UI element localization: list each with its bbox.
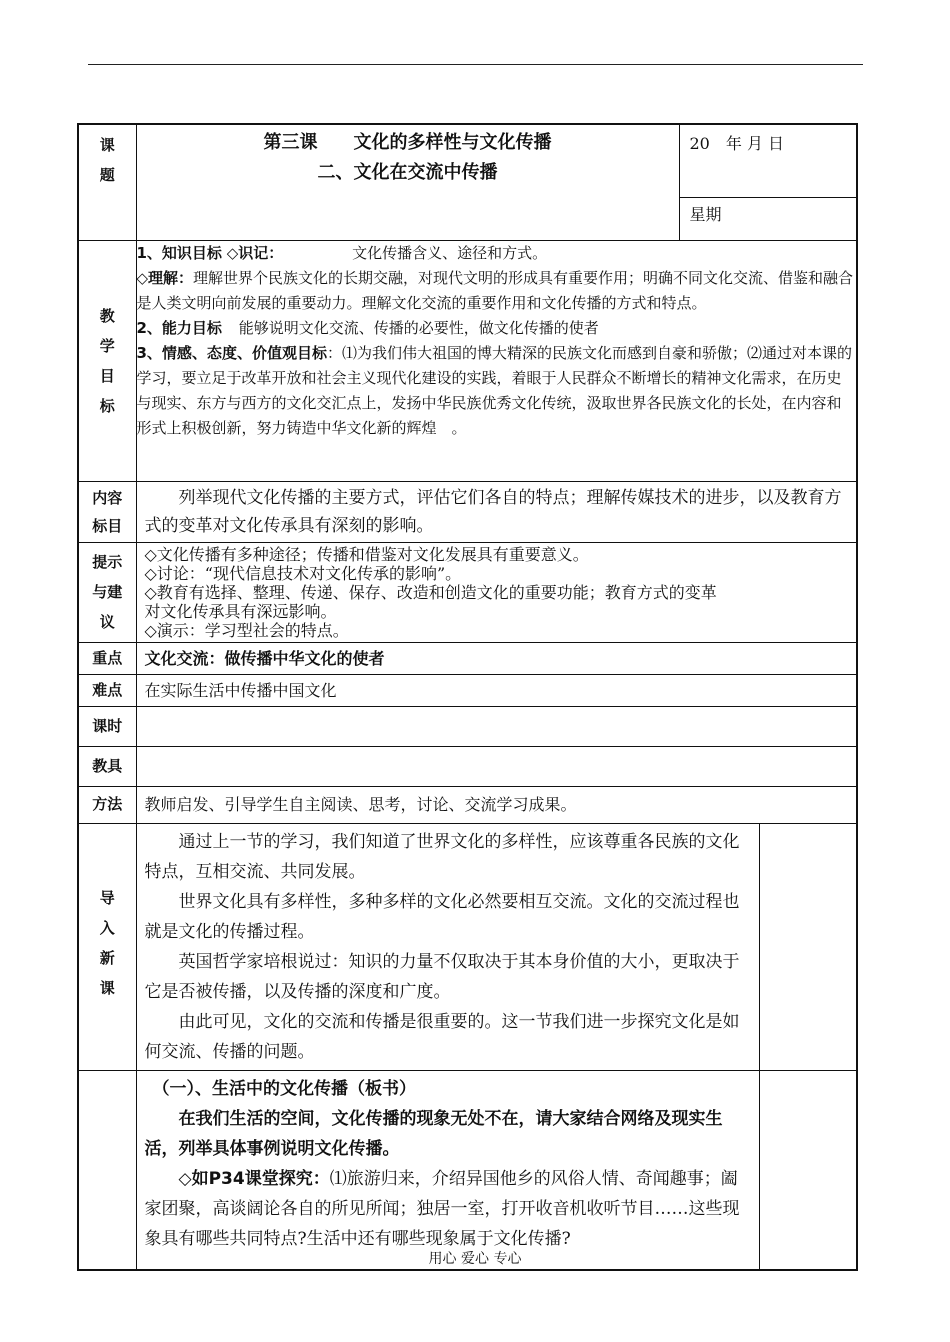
lesson-prompt: 在我们生活的空间，文化传播的现象无处不在，请大家结合网络及现实生活，列举具体事例说明文化传播。 <box>144 1108 723 1159</box>
hours-label: 课时 <box>92 716 123 735</box>
intro-paragraph: 通过上一节的学习，我们知道了世界文化的多样性，应该尊重各民族的文化特点，互相交流、共同发展。 <box>144 831 740 882</box>
key-label: 重点 <box>92 648 123 667</box>
emotion-head: 3、情感、态度、价值观目标 <box>136 343 327 362</box>
method-label-cell <box>78 786 136 823</box>
lesson-plan-table <box>77 123 858 1271</box>
hours-label-cell <box>78 706 136 746</box>
key-cell <box>136 642 857 674</box>
lesson-explore <box>145 1164 751 1254</box>
understand-head: ◇理解： <box>136 268 194 287</box>
emotion-text: ：⑴为我们伟大祖国的博大精深的民族文化而感到自豪和骄傲；⑵通过对本课的学习，要立足于改革开放和社会主义现代化建设的实践，着眼于人民群众不断增长的精神文化需求，在历史与现实、东方与西方的文化交汇点上，发扬中华民族优秀文化传统，汲取世界各民族文化的长处，在内容和形式上积极创新，努力铸造中华文化新的辉煌 。 <box>136 343 852 437</box>
explore-text: ⑴旅游归来，介绍异国他乡的风俗人情、奇闻趣事；阖家团聚，高谈阔论各自的所见所闻；独居一室，打开收音机收听节目……这些现象具有哪些共同特点?生活中还有哪些现象属于文化传播? <box>144 1168 740 1249</box>
date-cell <box>679 124 857 197</box>
aids-cell <box>136 746 857 786</box>
intro-label-cell <box>78 823 136 1070</box>
lesson-notes-cell <box>759 1070 857 1270</box>
intro-paragraph: 世界文化具有多样性，多种多样的文化必然要相互交流。文化的交流过程也就是文化的传播过程。 <box>144 891 740 942</box>
header-rule <box>88 64 863 65</box>
tip-line: ◇文化传播有多种途径；传播和借鉴对文化发展具有重要意义。 <box>144 544 589 564</box>
method-label: 方法 <box>92 795 123 813</box>
aids-label: 教具 <box>92 756 123 775</box>
hours-cell <box>136 706 857 746</box>
lesson-title: 第三课 文化的多样性与文化传播 <box>263 132 552 153</box>
weekday-cell <box>679 197 857 240</box>
content-goal-cell <box>136 481 857 542</box>
difficulty-label-cell <box>78 674 136 706</box>
knowledge-recall-head: ◇识记： <box>226 243 284 262</box>
objectives-content <box>136 240 857 481</box>
lesson-cell <box>136 1070 759 1270</box>
difficulty-text: 在实际生活中传播中国文化 <box>144 680 337 700</box>
key-text: 文化交流：做传播中华文化的使者 <box>144 648 385 668</box>
weekday-text: 星期 <box>689 204 722 224</box>
aids-label-cell <box>78 746 136 786</box>
tip-line: ◇教育有选择、整理、传递、保存、改造和创造文化的重要功能；教育方式的变革对文化传承具有深远影响。 <box>144 582 717 621</box>
intro-paragraph: 由此可见，文化的交流和传播是很重要的。这一节我们进一步探究文化是如何交流、传播的问题。 <box>144 1011 740 1062</box>
tips-label-cell <box>78 542 136 642</box>
method-cell <box>136 786 857 823</box>
lesson-heading: （一）、生活中的文化传播（板书） <box>152 1078 416 1099</box>
page-footer: 用心 爱心 专心 <box>428 1251 522 1267</box>
difficulty-cell <box>136 674 857 706</box>
subject-label-cell <box>78 124 136 240</box>
knowledge-head: 1、知识目标 <box>136 243 222 262</box>
subject-label: 课题 <box>99 136 115 184</box>
content-goal-label-cell <box>78 481 136 542</box>
tips-cell <box>136 542 857 642</box>
intro-label: 导入新课 <box>99 888 115 997</box>
date-text: 20 年 月 日 <box>689 134 785 153</box>
content-goal-text: 列举现代文化传播的主要方式，评估它们各自的特点；理解传媒技术的进步，以及教育方式的变革对文化传承具有深刻的影响。 <box>144 487 842 536</box>
ability-text: 能够说明文化交流、传播的必要性，做文化传播的使者 <box>238 318 599 337</box>
understand-text: 理解世界个民族文化的长期交融，对现代文明的形成具有重要作用；明确不同文化交流、借鉴和融合是人类文明向前发展的重要动力。理解文化交流的重要作用和文化传播的方式和特点。 <box>136 268 854 312</box>
content-goal-label: 内容标目 <box>92 488 123 535</box>
title-cell <box>136 124 679 240</box>
lesson-label-cell <box>78 1070 136 1270</box>
key-label-cell <box>78 642 136 674</box>
difficulty-label: 难点 <box>92 680 123 699</box>
tip-line: ◇演示：学习型社会的特点。 <box>144 620 349 640</box>
objectives-label: 教学目标 <box>99 306 115 415</box>
tip-line: ◇讨论：“现代信息技术对文化传承的影响”。 <box>144 563 462 583</box>
intro-paragraph: 英国哲学家培根说过：知识的力量不仅取决于其本身价值的大小，更取决于它是否被传播，以及传播的深度和广度。 <box>144 951 740 1002</box>
intro-cell <box>136 823 759 1070</box>
ability-head: 2、能力目标 <box>136 318 222 337</box>
knowledge-recall: 文化传播含义、途径和方式。 <box>352 243 548 262</box>
explore-head: ◇如P34课堂探究： <box>178 1168 330 1189</box>
section-title: 二、文化在交流中传播 <box>317 162 498 183</box>
method-text: 教师启发、引导学生自主阅读、思考，讨论、交流学习成果。 <box>144 794 577 814</box>
objectives-label-cell <box>78 240 136 481</box>
tips-label: 提示与建议 <box>92 552 123 631</box>
intro-notes-cell <box>759 823 857 1070</box>
